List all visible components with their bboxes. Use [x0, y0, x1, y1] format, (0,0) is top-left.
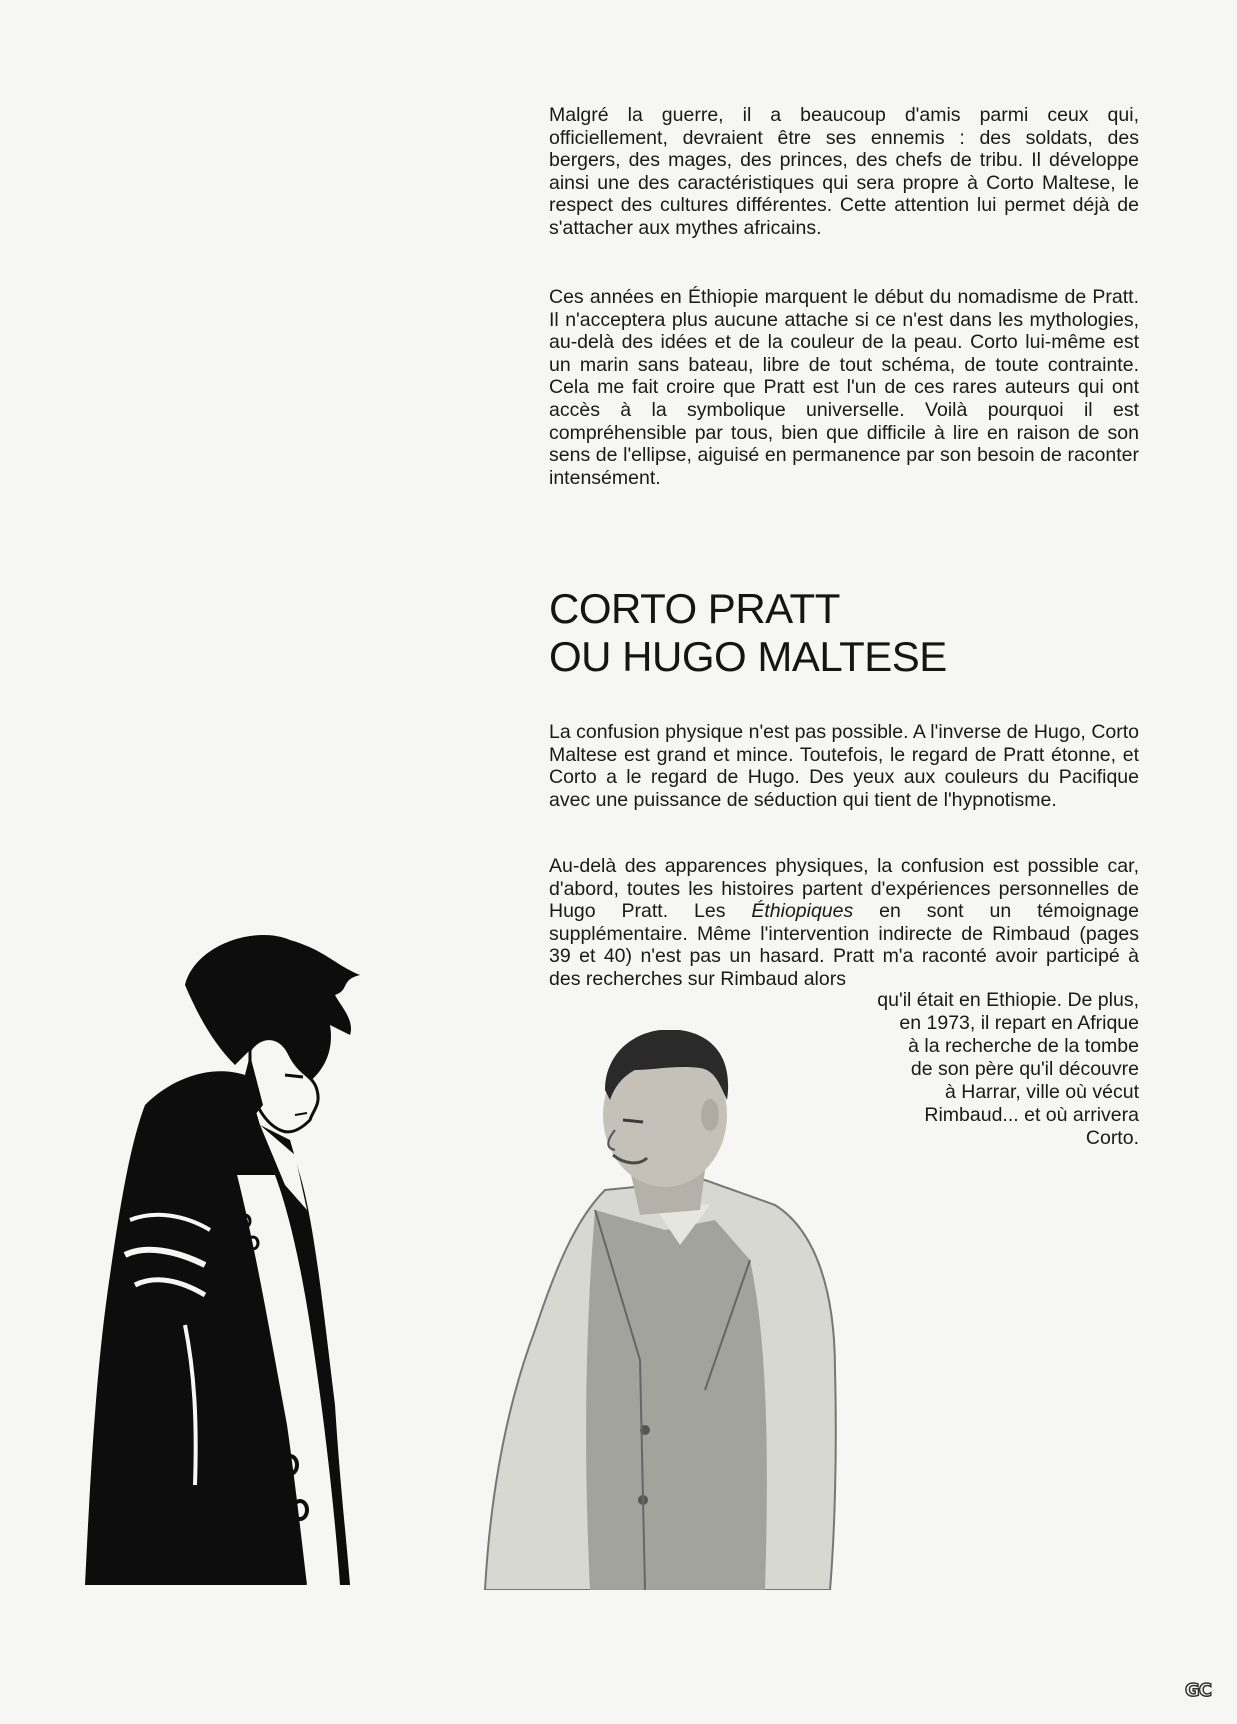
heading-line-1: CORTO PRATT [549, 585, 840, 632]
heading-line-2: OU HUGO MALTESE [549, 633, 947, 680]
flow-line: à la recherche de la tombe [908, 1035, 1139, 1057]
confusion-paragraph-2 [549, 855, 1139, 991]
gc-logo: GC [1185, 1680, 1211, 1701]
section-heading [549, 585, 1109, 681]
flow-line: en 1973, il repart en Afrique [899, 1012, 1139, 1034]
paragraph-text-end: en sont un témoignage supplémentaire. Même l'intervention indirecte de Rimbaud (pages 39 et 40) n'est pas un hasard. Pratt m'a raconté avoir participé à des recherches sur Rimbaud alors [549, 900, 1139, 990]
corto-maltese-drawing [85, 925, 385, 1585]
flow-line: de son père qu'il découvre [910, 1058, 1139, 1080]
flow-line: Rimbaud... et où arrivera [924, 1104, 1139, 1126]
italic-title: Éthiopiques [751, 900, 854, 923]
flow-line: à Harrar, ville où vécut [944, 1081, 1139, 1103]
confusion-paragraph-1: La confusion physique n'est pas possible. A l'inverse de Hugo, Corto Maltese est grand et mince. Toutefois, le regard de Pratt étonne, et Corto a le regard de Hugo. Des yeux aux couleurs du Pacifique avec une puissance de séduction qui tient de l'hypnotisme. [549, 721, 1139, 811]
intro-paragraph-2: Ces années en Éthiopie marquent le début du nomadisme de Pratt. Il n'acceptera plus aucune attache si ce n'est dans les mythologies, au-delà des idées et de la couleur de la peau. Corto lui-même est un marin sans bateau, libre de tout schéma, de toute contrainte. Cela me fait croire que Pratt est l'un de ces rares auteurs qui ont accès à la symbolique universelle. Voilà pourquoi il est compréhensible par tous, bien que difficile à lire en raison de son sens de l'ellipse, aiguisé en permanence par son besoin de raconter intensément. [549, 286, 1139, 489]
hugo-pratt-photo [465, 1030, 920, 1590]
intro-paragraph-1: Malgré la guerre, il a beaucoup d'amis parmi ceux qui, officiellement, devraient être ses ennemis : des soldats, des bergers, des mages, des princes, des chefs de tribu. Il développe ainsi une des caractéristiques qui sera propre à Corto Maltese, le respect des cultures différentes. Cette attention lui permet déjà de s'attacher aux mythes africains. [549, 104, 1139, 239]
flow-line: Corto. [1085, 1127, 1139, 1149]
flow-line: qu'il était en Ethiopie. De plus, [877, 989, 1139, 1011]
paragraph-text-start: Au-delà des apparences physiques, la confusion est possible car, d'abord, toutes les histoires partent d'expériences personnelles de Hugo Pratt. Les [549, 855, 1139, 923]
